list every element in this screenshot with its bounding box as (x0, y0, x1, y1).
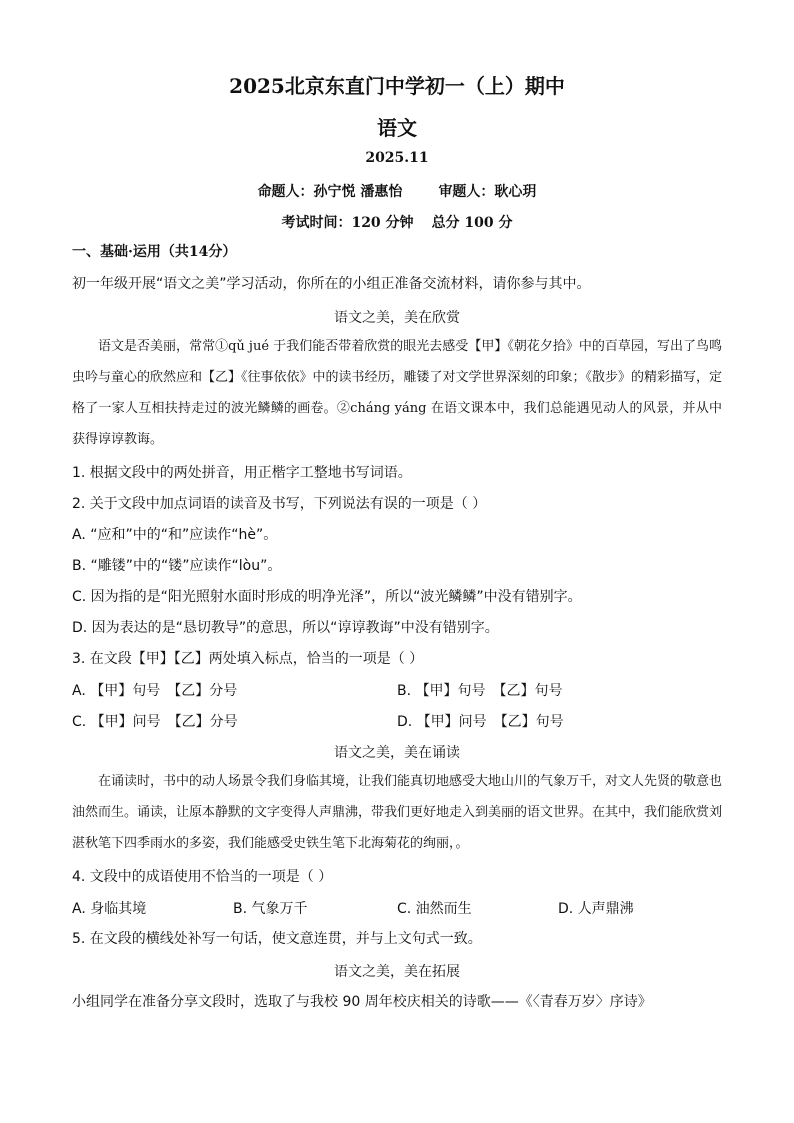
part2-passage (72, 766, 722, 859)
exam-date: 2025.11 (365, 150, 429, 166)
q4-option-d: D. 人声鼎沸 (558, 901, 634, 917)
part2-passage-text: 在诵读时，书中的动人场景令我们身临其境，让我们能真切地感受大地山川的气象万千，对文人先贤的敬意也油然而生。诵读，让原本静默的文字变得人声鼎沸，带我们更好地走入到美丽的语文世界。在其中，我们能欣赏刘湛秋笔下四季雨水的多姿，我们能感受史铁生笔下北海菊花的绚丽，。 (72, 774, 723, 851)
part3-intro: 小组同学在准备分享文段时，选取了与我校 90 周年校庆相关的诗歌——《〈青春万岁〉序诗》 (72, 994, 652, 1010)
question-2: 2. 关于文段中加点词语的读音及书写，下列说法有误的一项是（ ） (72, 496, 487, 512)
q3-option-c: C. 【甲】问号 【乙】分号 (72, 714, 238, 730)
score-label: 总分 100 分 (431, 215, 513, 231)
question-1: 1. 根据文段中的两处拼音，用正楷字工整地书写词语。 (72, 465, 412, 481)
part1-passage (72, 331, 722, 455)
q2-option-a: A. “应和”中的“和”应读作“hè”。 (72, 527, 278, 543)
section-heading: 一、基础·运用（共14分） (72, 244, 237, 260)
authors-label: 命题人：孙宁悦 潘惠怡 (257, 184, 403, 200)
q4-option-a: A. 身临其境 (72, 901, 147, 917)
q2-option-b: B. “雕镂”中的“镂”应读作“lòu”。 (72, 558, 282, 574)
part2-title: 语文之美，美在诵读 (334, 745, 460, 761)
reviewer-label: 审题人：耿心玥 (438, 184, 537, 200)
q4-option-b: B. 气象万千 (233, 901, 308, 917)
subject-title: 语文 (377, 116, 417, 140)
q2-option-d: D. 因为表达的是“恳切教导”的意思，所以“谆谆教诲”中没有错别字。 (72, 620, 499, 636)
part1-title: 语文之美，美在欣赏 (334, 310, 460, 326)
question-3: 3. 在文段【甲】【乙】两处填入标点，恰当的一项是（ ） (72, 651, 424, 667)
q4-option-c: C. 油然而生 (397, 901, 472, 917)
q2-option-c: C. 因为指的是“阳光照射水面时形成的明净光泽”，所以“波光鳞鳞”中没有错别字。 (72, 589, 582, 605)
question-5: 5. 在文段的横线处补写一句话，使文意连贯，并与上文句式一致。 (72, 931, 482, 947)
q3-option-a: A. 【甲】句号 【乙】分号 (72, 683, 238, 699)
exam-info-line (0, 212, 794, 232)
question-4: 4. 文段中的成语使用不恰当的一项是（ ） (72, 869, 333, 885)
exam-title: 2025北京东直门中学初一（上）期中 (229, 74, 565, 98)
q3-option-b: B. 【甲】句号 【乙】句号 (397, 683, 563, 699)
section-intro: 初一年级开展“语文之美”学习活动，你所在的小组正准备交流材料，请你参与其中。 (72, 276, 591, 292)
q3-option-d: D. 【甲】问号 【乙】句号 (397, 714, 564, 730)
part1-passage-text: 语文是否美丽，常常①qǔ jué 于我们能否带着欣赏的眼光去感受【甲】《朝花夕拾》中的百草园，写出了鸟鸣虫吟与童心的欣然应和【乙】《往事依依》中的读书经历，雕镂了对文学世界深刻的印象；《散步》的精彩描写，定格了一家人互相扶持走过的波光鳞鳞的画卷。②cháng yáng 在语文课本中，我们总能遇见动人的风景，并从中获得谆谆教诲。 (72, 339, 723, 447)
part3-title: 语文之美，美在拓展 (334, 964, 460, 980)
time-label: 考试时间：120 分钟 (281, 215, 414, 231)
authors-line (0, 181, 794, 201)
